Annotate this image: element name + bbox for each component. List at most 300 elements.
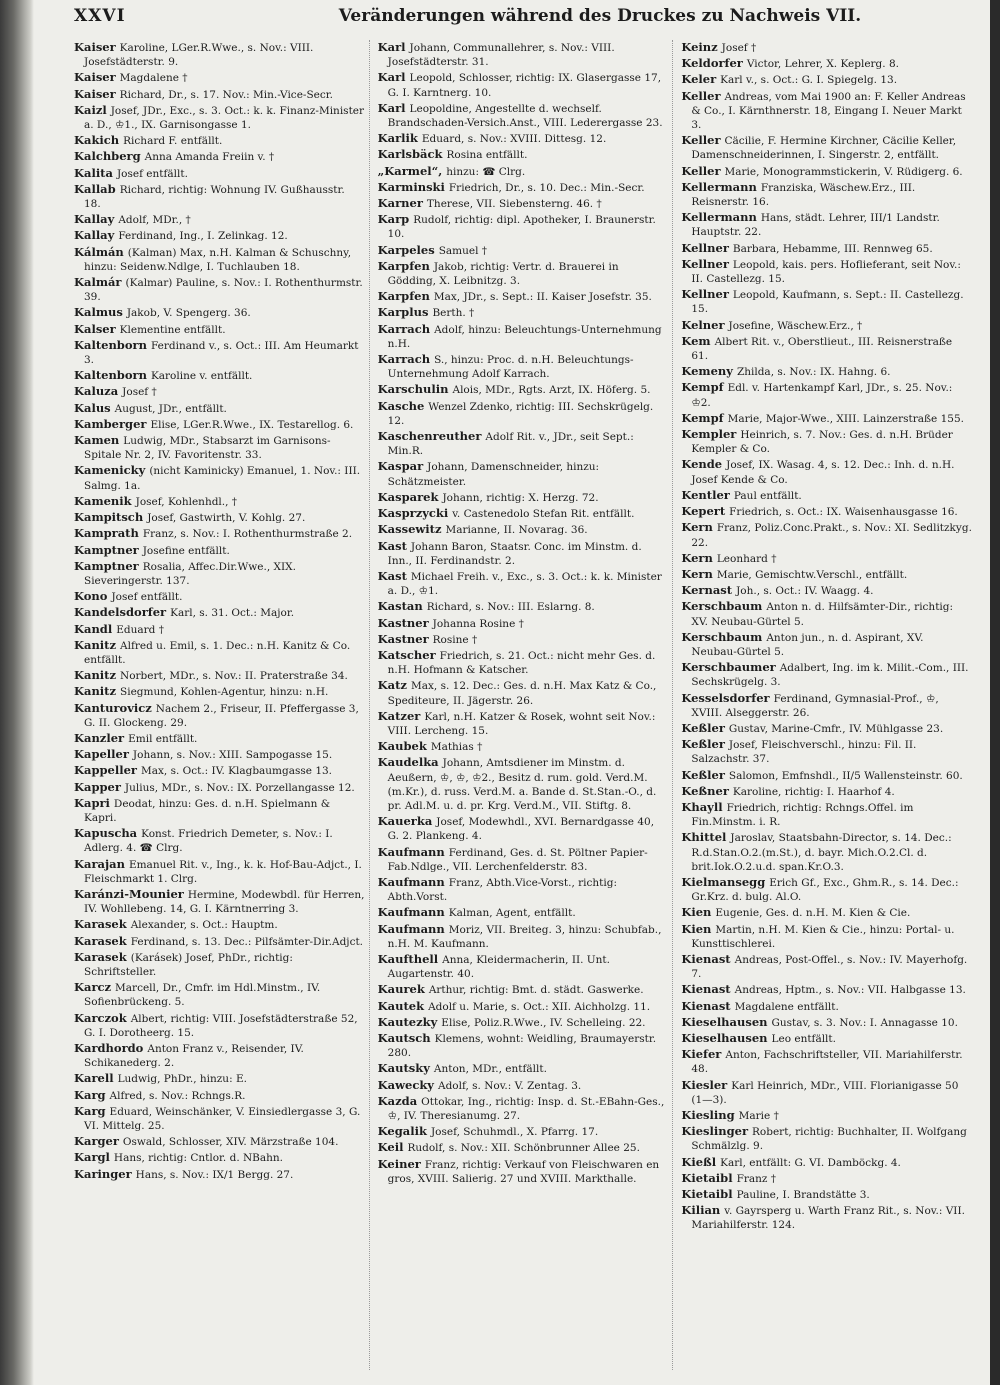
directory-entry	[681, 630, 972, 659]
page-title: Veränderungen während des Druckes zu Nachweis VII.	[338, 6, 862, 26]
entry-text: Samuel †	[438, 244, 488, 257]
entry-text: (Karásek) Josef, PhDr., richtig: Schriftsteller.	[84, 951, 293, 978]
directory-entry	[378, 352, 669, 381]
entry-surname: Khittel	[681, 830, 727, 845]
entry-text: Albert Rit. v., Oberstlieut., III. Reisnerstraße 61.	[691, 335, 953, 363]
directory-entry	[74, 1088, 365, 1103]
entry-text: Eduard †	[116, 623, 164, 636]
entry-text: Josef entfällt.	[111, 591, 183, 604]
directory-entry	[378, 131, 669, 146]
directory-entry	[378, 429, 669, 458]
entry-text: Johann, Amtsdiener im Minstm. d. Aeußern, ♔, ♔, ♔2., Besitz d. rum. gold. Verd.M. (m.Kr.), d. russ. Verd.M. a. Bande d. St.Stan.-O., d. pr. Adl.M. u. d. pr. Krg. Verd.M., VII. Stiftg. 8.	[387, 757, 657, 812]
entry-surname: Keßler	[681, 720, 725, 735]
directory-entry	[681, 334, 972, 363]
directory-entry	[74, 1071, 365, 1086]
entry-text: Heinrich, s. 7. Nov.: Ges. d. n.H. Brüder Kempler & Co.	[691, 429, 953, 456]
directory-entry	[74, 857, 365, 886]
entry-surname: Kellermann	[681, 179, 757, 194]
directory-entry	[74, 559, 365, 588]
entry-surname: Kaubek	[377, 739, 427, 754]
entry-text: Robert, richtig: Buchhalter, II. Wolfgang Schmälzlg. 9.	[691, 1126, 967, 1153]
directory-entry	[74, 103, 365, 132]
entry-surname: Kamenicky	[74, 463, 146, 478]
directory-entry	[681, 72, 972, 87]
directory-entry	[378, 814, 669, 843]
document-page	[34, 0, 990, 1385]
entry-text: Karoline, richtig: I. Haarhof 4.	[732, 785, 895, 798]
directory-entry	[74, 934, 365, 949]
directory-entry	[681, 583, 972, 598]
entry-surname: Kien	[681, 921, 712, 936]
entry-surname: Keler	[681, 72, 717, 87]
entry-surname: Kapeller	[74, 747, 129, 762]
entry-surname: Kargl	[74, 1150, 110, 1165]
directory-entry	[74, 494, 365, 509]
entry-text: Leonhard †	[716, 552, 777, 565]
entry-surname: Kempf	[681, 380, 724, 395]
entry-text: Arthur, richtig: Bmt. d. städt. Gaswerke.	[428, 984, 644, 997]
directory-entry	[378, 922, 669, 951]
directory-entry	[378, 382, 669, 397]
entry-surname: Kast	[377, 538, 407, 553]
directory-entry	[378, 1094, 669, 1123]
entry-text: Karl, entfällt: G. VI. Damböckg. 4.	[720, 1156, 901, 1169]
entry-text: (nicht Kaminicky) Emanuel, 1. Nov.: III. Salmg. 1a.	[84, 465, 361, 492]
entry-text: Karoline, LGer.R.Wwe., s. Nov.: VIII. Josefstädterstr. 9.	[84, 42, 314, 69]
entry-surname: Kasprzycki	[377, 506, 449, 521]
entry-surname: Kern	[681, 566, 713, 581]
entry-text: Josef, Gastwirth, V. Kohlg. 27.	[147, 512, 306, 525]
directory-entry	[378, 1061, 669, 1076]
entry-text: Karl, n.H. Katzer & Rosek, wohnt seit Nov.: VIII. Lercheng. 15.	[387, 710, 656, 737]
entry-surname: Kaizl	[74, 102, 107, 117]
entry-text: (Kalmar) Pauline, s. Nov.: I. Rothenthurmstr. 39.	[84, 277, 363, 304]
directory-entry	[74, 401, 365, 416]
directory-entry	[378, 1078, 669, 1093]
directory-entry	[378, 70, 669, 99]
entry-surname: Kiefer	[681, 1047, 722, 1062]
entry-surname: „Karmel“,	[377, 163, 443, 178]
entry-surname: Karell	[74, 1071, 114, 1086]
directory-entry	[378, 399, 669, 428]
directory-entry	[74, 701, 365, 730]
directory-entry	[378, 243, 669, 258]
directory-entry	[378, 1015, 669, 1030]
entry-text: Emil entfällt.	[128, 732, 198, 745]
entry-surname: Karlik	[377, 131, 418, 146]
directory-entry	[681, 457, 972, 486]
directory-entry	[681, 427, 972, 456]
directory-entry	[681, 1108, 972, 1123]
entry-surname: Kern	[681, 550, 713, 565]
entry-surname: Kautezky	[377, 1014, 438, 1029]
entry-surname: Kamenik	[74, 493, 132, 508]
directory-entry	[681, 599, 972, 628]
entry-surname: Karajan	[74, 856, 125, 871]
directory-entry	[681, 721, 972, 736]
directory-entry	[681, 1187, 972, 1202]
directory-entry	[681, 40, 972, 55]
entry-surname: Kaudelka	[377, 755, 439, 770]
entry-text: Johann, richtig: X. Herzg. 72.	[442, 491, 599, 504]
entry-surname: Karánzi-Mounier	[74, 886, 184, 901]
directory-entry	[681, 488, 972, 503]
entry-text: Karoline v. entfällt.	[150, 370, 253, 383]
entry-surname: Khayll	[681, 799, 723, 814]
entry-surname: Kamptner	[74, 542, 139, 557]
entry-text: Karl v., s. Oct.: G. I. Spiegelg. 13.	[720, 74, 898, 87]
directory-entry	[74, 1167, 365, 1182]
directory-entry	[378, 40, 669, 69]
entry-surname: Karrach	[377, 352, 431, 367]
entry-text: Friedrich, s. Oct.: IX. Waisenhausgasse 16.	[729, 506, 958, 519]
directory-entry	[74, 887, 365, 916]
entry-text: Rosalia, Affec.Dir.Wwe., XIX. Sieveringerstr. 137.	[84, 560, 296, 587]
directory-entry	[74, 228, 365, 243]
entry-text: Anna, Kleidermacherin, II. Unt. Augartenstr. 40.	[387, 953, 610, 981]
entry-text: Adolf u. Marie, s. Oct.: XII. Aichholzg. 11.	[428, 1000, 651, 1013]
entry-surname: Kielmansegg	[681, 874, 766, 889]
entry-text: Gustav, s. 3. Nov.: I. Annagasse 10.	[771, 1016, 958, 1029]
entry-text: Ludwig, MDr., Stabsarzt im Garnisons-Spitale Nr. 2, IV. Favoritenstr. 33.	[84, 435, 331, 462]
entry-text: Jaroslav, Staatsbahn-Director, s. 14. Dec.: R.d.Stan.O.2.(m.St.), d. bayr. Mich.O.2.Cl. d. brit.Iok.O.2.u.d. span.Kr.O.3.	[691, 832, 952, 873]
entry-surname: Kietaibl	[681, 1170, 733, 1185]
entry-surname: Kellner	[681, 287, 729, 302]
entry-text: Therese, VII. Siebensterng. 46. †	[426, 198, 602, 211]
entry-surname: Keßler	[681, 737, 725, 752]
entry-surname: Karasek	[74, 933, 127, 948]
entry-surname: Kernast	[681, 583, 733, 598]
entry-text: Max, JDr., s. Sept.: II. Kaiser Josefstr. 35.	[433, 291, 652, 304]
directory-entry	[681, 800, 972, 829]
entry-text: Josef, Fleischverschl., hinzu: Fil. II. Salzachstr. 37.	[691, 739, 917, 766]
directory-entry	[681, 180, 972, 209]
entry-text: Richard, richtig: Wohnung IV. Gußhausstr. 18.	[84, 183, 345, 211]
entry-text: Franz, Abth.Vice-Vorst., richtig: Abth.Vorst.	[387, 876, 618, 904]
directory-entry	[378, 459, 669, 488]
entry-surname: Karl	[377, 40, 406, 54]
entry-surname: Kieselhausen	[681, 1014, 768, 1029]
entry-text: Erich Gf., Exc., Ghm.R., s. 14. Dec.: Gr.Krz. d. bulg. Al.O.	[691, 876, 959, 904]
entry-text: Nachem 2., Friseur, II. Pfeffergasse 3, G. II. Glockeng. 29.	[84, 702, 359, 729]
entry-text: Adolf, MDr., †	[118, 214, 191, 227]
entry-text: Franz, s. Nov.: I. Rothenthurmstraße 2.	[142, 528, 353, 541]
directory-entry	[378, 632, 669, 647]
entry-text: Kalman, Agent, entfällt.	[448, 907, 576, 920]
entry-surname: Kapri	[74, 795, 110, 810]
entry-text: Rosina entfällt.	[446, 149, 528, 162]
entry-surname: Kampitsch	[74, 510, 144, 525]
directory-entry	[681, 737, 972, 766]
entry-surname: Kandelsdorfer	[74, 605, 167, 620]
entry-surname: Keinz	[681, 40, 718, 54]
directory-entry	[681, 504, 972, 519]
entry-surname: Karplus	[377, 305, 429, 320]
directory-entry	[681, 952, 972, 981]
directory-entry	[74, 149, 365, 164]
entry-text: Albert, richtig: VIII. Josefstädterstraße 52, G. I. Dorotheerg. 15.	[84, 1012, 358, 1039]
entry-surname: Kono	[74, 589, 108, 604]
entry-surname: Kastan	[377, 599, 423, 614]
entry-surname: Kienast	[681, 982, 731, 997]
directory-entry	[681, 922, 972, 951]
directory-entry	[378, 678, 669, 707]
directory-entry	[681, 660, 972, 689]
entry-text: Marie †	[738, 1110, 779, 1123]
entry-surname: Kastner	[377, 615, 429, 630]
directory-entry	[378, 1124, 669, 1139]
directory-entry	[74, 763, 365, 778]
directory-entry	[681, 691, 972, 720]
entry-text: Ferdinand, s. 13. Dec.: Pilfsämter-Dir.Adjct.	[130, 935, 364, 948]
directory-entry	[74, 133, 365, 148]
entry-text: Josefine, Wäschew.Erz., †	[728, 319, 863, 332]
entry-text: Franz, richtig: Verkauf von Fleischwaren en gros, XVIII. Salierig. 27 und XVIII. Markthalle.	[387, 1158, 660, 1185]
entry-surname: Kálmán	[74, 244, 124, 259]
entry-surname: Kaiser	[74, 40, 116, 54]
directory-entry	[74, 543, 365, 558]
entry-surname: Kien	[681, 905, 712, 920]
entry-surname: Kellner	[681, 240, 729, 255]
entry-text: Johann Baron, Staatsr. Conc. im Minstm. d. Inn., II. Ferdinandstr. 2.	[387, 540, 642, 567]
directory-entry	[74, 780, 365, 795]
directory-entry	[378, 875, 669, 904]
entry-text: Alfred, s. Nov.: Rchngs.R.	[109, 1089, 246, 1102]
entry-surname: Kaschenreuther	[377, 429, 482, 444]
directory-entry	[681, 905, 972, 920]
entry-surname: Kamberger	[74, 416, 147, 431]
directory-entry	[378, 569, 669, 598]
book-binding-edge	[0, 0, 34, 1385]
directory-entry	[681, 567, 972, 582]
entry-text: Ludwig, PhDr., hinzu: E.	[117, 1073, 247, 1086]
entry-text: Josef †	[721, 42, 757, 54]
entry-surname: Kappeller	[74, 763, 137, 778]
entry-text: Adalbert, Ing. im k. Milit.-Com., III. Sechskrügelg. 3.	[691, 662, 969, 689]
entry-text: Josef entfällt.	[116, 167, 188, 180]
directory-entry	[378, 1031, 669, 1060]
entry-text: Jakob, richtig: Vertr. d. Brauerei in Gödding, X. Leibnitzg. 3.	[387, 260, 619, 288]
directory-entry	[74, 368, 365, 383]
entry-surname: Kakich	[74, 133, 120, 148]
entry-surname: Keller	[681, 133, 721, 148]
directory-entry	[74, 463, 365, 492]
entry-surname: Kautsch	[377, 1031, 431, 1045]
entry-text: Johann, s. Nov.: XIII. Sampogasse 15.	[132, 749, 333, 762]
entry-surname: Kanturovicz	[74, 700, 152, 715]
entry-text: Anton jun., n. d. Aspirant, XV. Neubau-Gürtel 5.	[691, 631, 924, 658]
entry-surname: Karg	[74, 1087, 106, 1102]
entry-surname: Kaurek	[377, 982, 425, 997]
directory-entry	[378, 648, 669, 677]
directory-entry	[74, 589, 365, 604]
entry-text: Martin, n.H. M. Kien & Cie., hinzu: Portal- u. Kunsttischlerei.	[691, 923, 955, 950]
entry-surname: Karpfen	[377, 289, 430, 304]
entry-text: Adolf Rit. v., JDr., seit Sept.: Min.R.	[387, 431, 634, 458]
entry-text: Anton, Fachschriftsteller, VII. Mariahilferstr. 48.	[691, 1049, 963, 1076]
entry-surname: Katzer	[377, 708, 421, 723]
column-2	[378, 40, 674, 1370]
entry-text: Ferdinand, Ges. d. St. Pöltner Papier-Fab.Ndlge., VII. Lerchenfelderstr. 83.	[387, 846, 648, 873]
entry-text: hinzu: ☎ Clrg.	[446, 165, 526, 178]
directory-entry	[74, 796, 365, 825]
entry-text: Hans, städt. Lehrer, III/1 Landstr. Hauptstr. 22.	[691, 212, 940, 239]
entry-text: Eduard, s. Nov.: XVIII. Dittesg. 12.	[421, 133, 607, 146]
directory-entry	[74, 950, 365, 979]
entry-text: Michael Freih. v., Exc., s. 3. Oct.: k. k. Minister a. D., ♔1.	[387, 570, 662, 598]
entry-surname: Karasek	[74, 949, 127, 964]
entry-surname: Kieselhausen	[681, 1031, 768, 1045]
directory-entry	[378, 952, 669, 981]
entry-surname: Kawecky	[377, 1077, 434, 1092]
entry-surname: Karschulin	[377, 382, 449, 397]
entry-surname: Kauerka	[377, 814, 433, 829]
entry-surname: Karger	[74, 1134, 119, 1149]
entry-text: Friedrich, Dr., s. 10. Dec.: Min.-Secr.	[448, 181, 645, 194]
entry-surname: Kaspar	[377, 459, 424, 474]
directory-entry	[378, 101, 669, 130]
entry-surname: Karpfen	[377, 258, 430, 273]
entry-text: Cäcilie, F. Hermine Kirchner, Cäcilie Keller, Damenschneiderinnen, I. Singerstr. 2, entfällt.	[691, 135, 957, 162]
directory-entry	[681, 210, 972, 239]
directory-entry	[681, 411, 972, 426]
entry-text: Marie, Monogrammstickerin, V. Rüdigerg. 6.	[724, 165, 963, 178]
entry-surname: Kanzler	[74, 730, 125, 745]
entry-surname: Katscher	[377, 647, 436, 662]
directory-entry	[378, 305, 669, 320]
entry-surname: Kemeny	[681, 364, 733, 379]
directory-entry	[74, 1134, 365, 1149]
entry-surname: Kanitz	[74, 637, 117, 652]
entry-surname: Kieslinger	[681, 1124, 749, 1139]
entry-text: Jakob, V. Spengerg. 36.	[126, 307, 251, 320]
entry-surname: Karl	[377, 100, 406, 115]
entry-text: Ferdinand, Gymnasial-Prof., ♔, XVIII. Alseggerstr. 26.	[691, 692, 939, 719]
entry-text: Marie, Gemischtw.Verschl., entfällt.	[716, 568, 908, 581]
entry-text: Siegmund, Kohlen-Agentur, hinzu: n.H.	[120, 686, 329, 699]
entry-text: Julius, MDr., s. Nov.: IX. Porzellangasse 12.	[124, 781, 355, 794]
entry-text: Franz †	[736, 1172, 777, 1185]
directory-entry	[378, 490, 669, 505]
entry-text: Marcell, Dr., Cmfr. im Hdl.Minstm., IV. Sofienbrückeng. 5.	[84, 982, 321, 1009]
directory-entry	[378, 755, 669, 813]
directory-entry	[378, 506, 669, 521]
entry-text: Josefine entfällt.	[142, 544, 230, 557]
entry-text: Johann, Communallehrer, s. Nov.: VIII. Josefstädterstr. 31.	[387, 42, 615, 69]
entry-surname: Kamptner	[74, 558, 139, 573]
entry-surname: Kende	[681, 457, 723, 472]
entry-columns	[74, 40, 976, 1370]
directory-entry	[681, 551, 972, 566]
entry-surname: Keil	[377, 1140, 404, 1155]
entry-surname: Keller	[681, 163, 721, 178]
directory-entry	[378, 196, 669, 211]
entry-surname: Kilian	[681, 1203, 721, 1218]
directory-entry	[681, 1015, 972, 1030]
directory-entry	[378, 905, 669, 920]
entry-surname: Kaltenborn	[74, 368, 147, 383]
entry-text: Anton, MDr., entfällt.	[433, 1063, 547, 1076]
directory-entry	[378, 164, 669, 179]
directory-entry	[681, 1155, 972, 1170]
entry-text: Rosine †	[432, 633, 478, 646]
directory-entry	[74, 384, 365, 399]
entry-surname: Kerschbaum	[681, 599, 763, 614]
directory-entry	[74, 212, 365, 227]
entry-text: Josef, IX. Wasag. 4, s. 12. Dec.: Inh. d. n.H. Josef Kende & Co.	[691, 459, 955, 486]
entry-surname: Kepert	[681, 504, 726, 519]
directory-entry	[681, 830, 972, 874]
entry-text: Alexander, s. Oct.: Hauptm.	[130, 919, 278, 932]
directory-entry	[681, 89, 972, 133]
entry-surname: Karp	[377, 212, 410, 227]
entry-surname: Kerschbaumer	[681, 660, 776, 675]
entry-surname: Kiesling	[681, 1108, 735, 1123]
entry-surname: Kellermann	[681, 210, 757, 225]
directory-entry	[681, 982, 972, 997]
directory-entry	[681, 318, 972, 333]
entry-surname: Kaufmann	[377, 844, 445, 859]
entry-surname: Karinger	[74, 1166, 132, 1181]
page-header	[74, 6, 976, 40]
directory-entry	[378, 1157, 669, 1186]
entry-surname: Kaluza	[74, 384, 119, 399]
entry-text: Klemens, wohnt: Weidling, Braumayerstr. 280.	[387, 1033, 657, 1060]
entry-text: Josef †	[122, 386, 157, 399]
directory-entry	[74, 433, 365, 462]
directory-entry	[681, 1203, 972, 1232]
directory-entry	[378, 180, 669, 195]
entry-surname: Kautek	[377, 998, 425, 1013]
directory-entry	[74, 826, 365, 855]
entry-text: Hans, richtig: Cntlor. d. NBahn.	[113, 1152, 284, 1165]
entry-text: Max, s. 12. Dec.: Ges. d. n.H. Max Katz & Co., Spediteure, II. Jägerstr. 26.	[387, 680, 657, 707]
entry-text: Josef, Schuhmdl., X. Pfarrg. 17.	[430, 1126, 599, 1139]
entry-surname: Kienast	[681, 998, 731, 1013]
entry-text: August, JDr., entfällt.	[114, 402, 227, 415]
page-number: XXVI	[74, 6, 126, 26]
entry-surname: Kiesler	[681, 1077, 728, 1092]
column-3	[681, 40, 976, 1370]
column-1	[74, 40, 370, 1370]
directory-entry	[74, 245, 365, 274]
entry-surname: Kazda	[377, 1093, 418, 1108]
entry-text: Marie, Major-Wwe., XIII. Lainzerstraße 155.	[727, 412, 964, 425]
entry-surname: Karasek	[74, 917, 127, 932]
entry-surname: Kießl	[681, 1154, 717, 1169]
directory-entry	[74, 1041, 365, 1070]
entry-text: Leopold, Schlosser, richtig: IX. Glasergasse 17, G. I. Karntnerg. 10.	[387, 72, 662, 99]
entry-text: (Kalman) Max, n.H. Kalman & Schuschny, hinzu: Seidenw.Ndlge, I. Tuchlauben 18.	[84, 246, 352, 273]
directory-entry	[378, 999, 669, 1014]
directory-entry	[74, 70, 365, 85]
directory-entry	[681, 1124, 972, 1153]
directory-entry	[74, 322, 365, 337]
directory-entry	[681, 1171, 972, 1186]
entry-text: Eduard, Weinschänker, V. Einsiedlergasse 3, G. VI. Mittelg. 25.	[84, 1105, 361, 1133]
entry-text: Richard, s. Nov.: III. Eslarng. 8.	[426, 601, 595, 614]
entry-surname: Kaufthell	[377, 951, 439, 966]
entry-surname: Kamen	[74, 433, 120, 448]
entry-text: v. Gayrsperg u. Warth Franz Rit., s. Nov.: VII. Mariahilferstr. 124.	[691, 1205, 965, 1232]
directory-entry	[681, 380, 972, 409]
directory-entry	[74, 87, 365, 102]
entry-text: Franz, Poliz.Conc.Prakt., s. Nov.: XI. Sedlitzkyg. 22.	[691, 522, 972, 549]
entry-text: Elise, Poliz.R.Wwe., IV. Schelleing. 22.	[441, 1016, 646, 1029]
entry-text: Leo entfällt.	[771, 1033, 836, 1045]
entry-text: Alois, MDr., Rgts. Arzt, IX. Höferg. 5.	[452, 384, 651, 397]
entry-surname: Kallab	[74, 181, 116, 196]
